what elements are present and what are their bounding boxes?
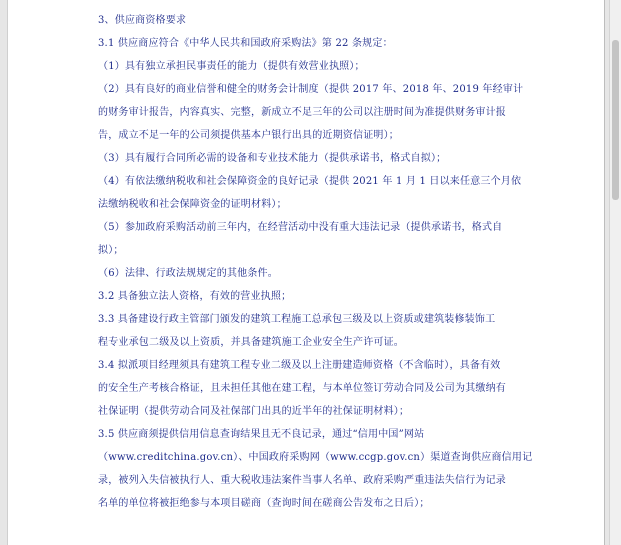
text-line: 的财务审计报告，内容真实、完整，新成立不足三年的公司以注册时间为准提供财务审计报 — [98, 107, 506, 118]
text-line: （2）具有良好的商业信誉和健全的财务会计制度（提供 2017 年、2018 年、2019 年经审计 — [98, 84, 524, 95]
text-line: （4）有依法缴纳税收和社会保障资金的良好记录（提供 2021 年 1 月 1 日以来任意三个月依 — [98, 176, 522, 187]
text-line: 3.4 拟派项目经理须具有建筑工程专业二级及以上注册建造师资格（不含临时），具备有效 — [98, 360, 501, 371]
text-line: 法缴纳税收和社会保障资金的证明材料）； — [98, 199, 287, 210]
vertical-scrollbar[interactable] — [609, 0, 621, 545]
document-page — [7, 0, 605, 545]
text-line: （6）法律、行政法规规定的其他条件。 — [98, 268, 278, 279]
text-line: 3.2 具备独立法人资格，有效的营业执照； — [98, 291, 292, 302]
text-line: 3.1 供应商应符合《中华人民共和国政府采购法》第 22 条规定： — [98, 38, 393, 49]
text-line: （3）具有履行合同所必需的设备和专业技术能力（提供承诺书，格式自拟）； — [98, 153, 447, 164]
text-line: （1）具有独立承担民事责任的能力（提供有效营业执照）； — [98, 61, 365, 72]
text-line: 程专业承包二级及以上资质，并具备建筑施工企业安全生产许可证。 — [98, 337, 404, 348]
text-line: 社保证明（提供劳动合同及社保部门出具的近半年的社保证明材料）； — [98, 406, 410, 417]
scrollbar-thumb[interactable] — [612, 40, 619, 200]
text-line: （www.creditchina.gov.cn）、中国政府采购网（www.ccgp.gov.cn）渠道查询供应商信用记 — [98, 452, 533, 463]
text-line: 拟）； — [98, 245, 124, 256]
text-line: 的安全生产考核合格证，且未担任其他在建工程，与本单位签订劳动合同及公司为其缴纳有 — [98, 383, 506, 394]
section-heading: 3、供应商资格要求 — [98, 15, 187, 26]
text-line: 告，成立不足一年的公司须提供基本户银行出具的近期资信证明）； — [98, 130, 399, 141]
text-line: 录，被列入失信被执行人、重大税收违法案件当事人名单、政府采购严重违法失信行为记录 — [98, 475, 506, 486]
text-line: 3.5 供应商须提供信用信息查询结果且无不良记录，通过“信用中国”网站 — [98, 429, 425, 440]
text-line: 名单的单位将被拒绝参与本项目磋商（查询时间在磋商公告发布之日后）； — [98, 498, 430, 509]
document-text — [98, 9, 538, 515]
text-line: 3.3 具备建设行政主管部门颁发的建筑工程施工总承包三级及以上资质或建筑装修装饰工 — [98, 314, 496, 325]
text-line: （5）参加政府采购活动前三年内，在经营活动中没有重大违法记录（提供承诺书，格式自 — [98, 222, 503, 233]
